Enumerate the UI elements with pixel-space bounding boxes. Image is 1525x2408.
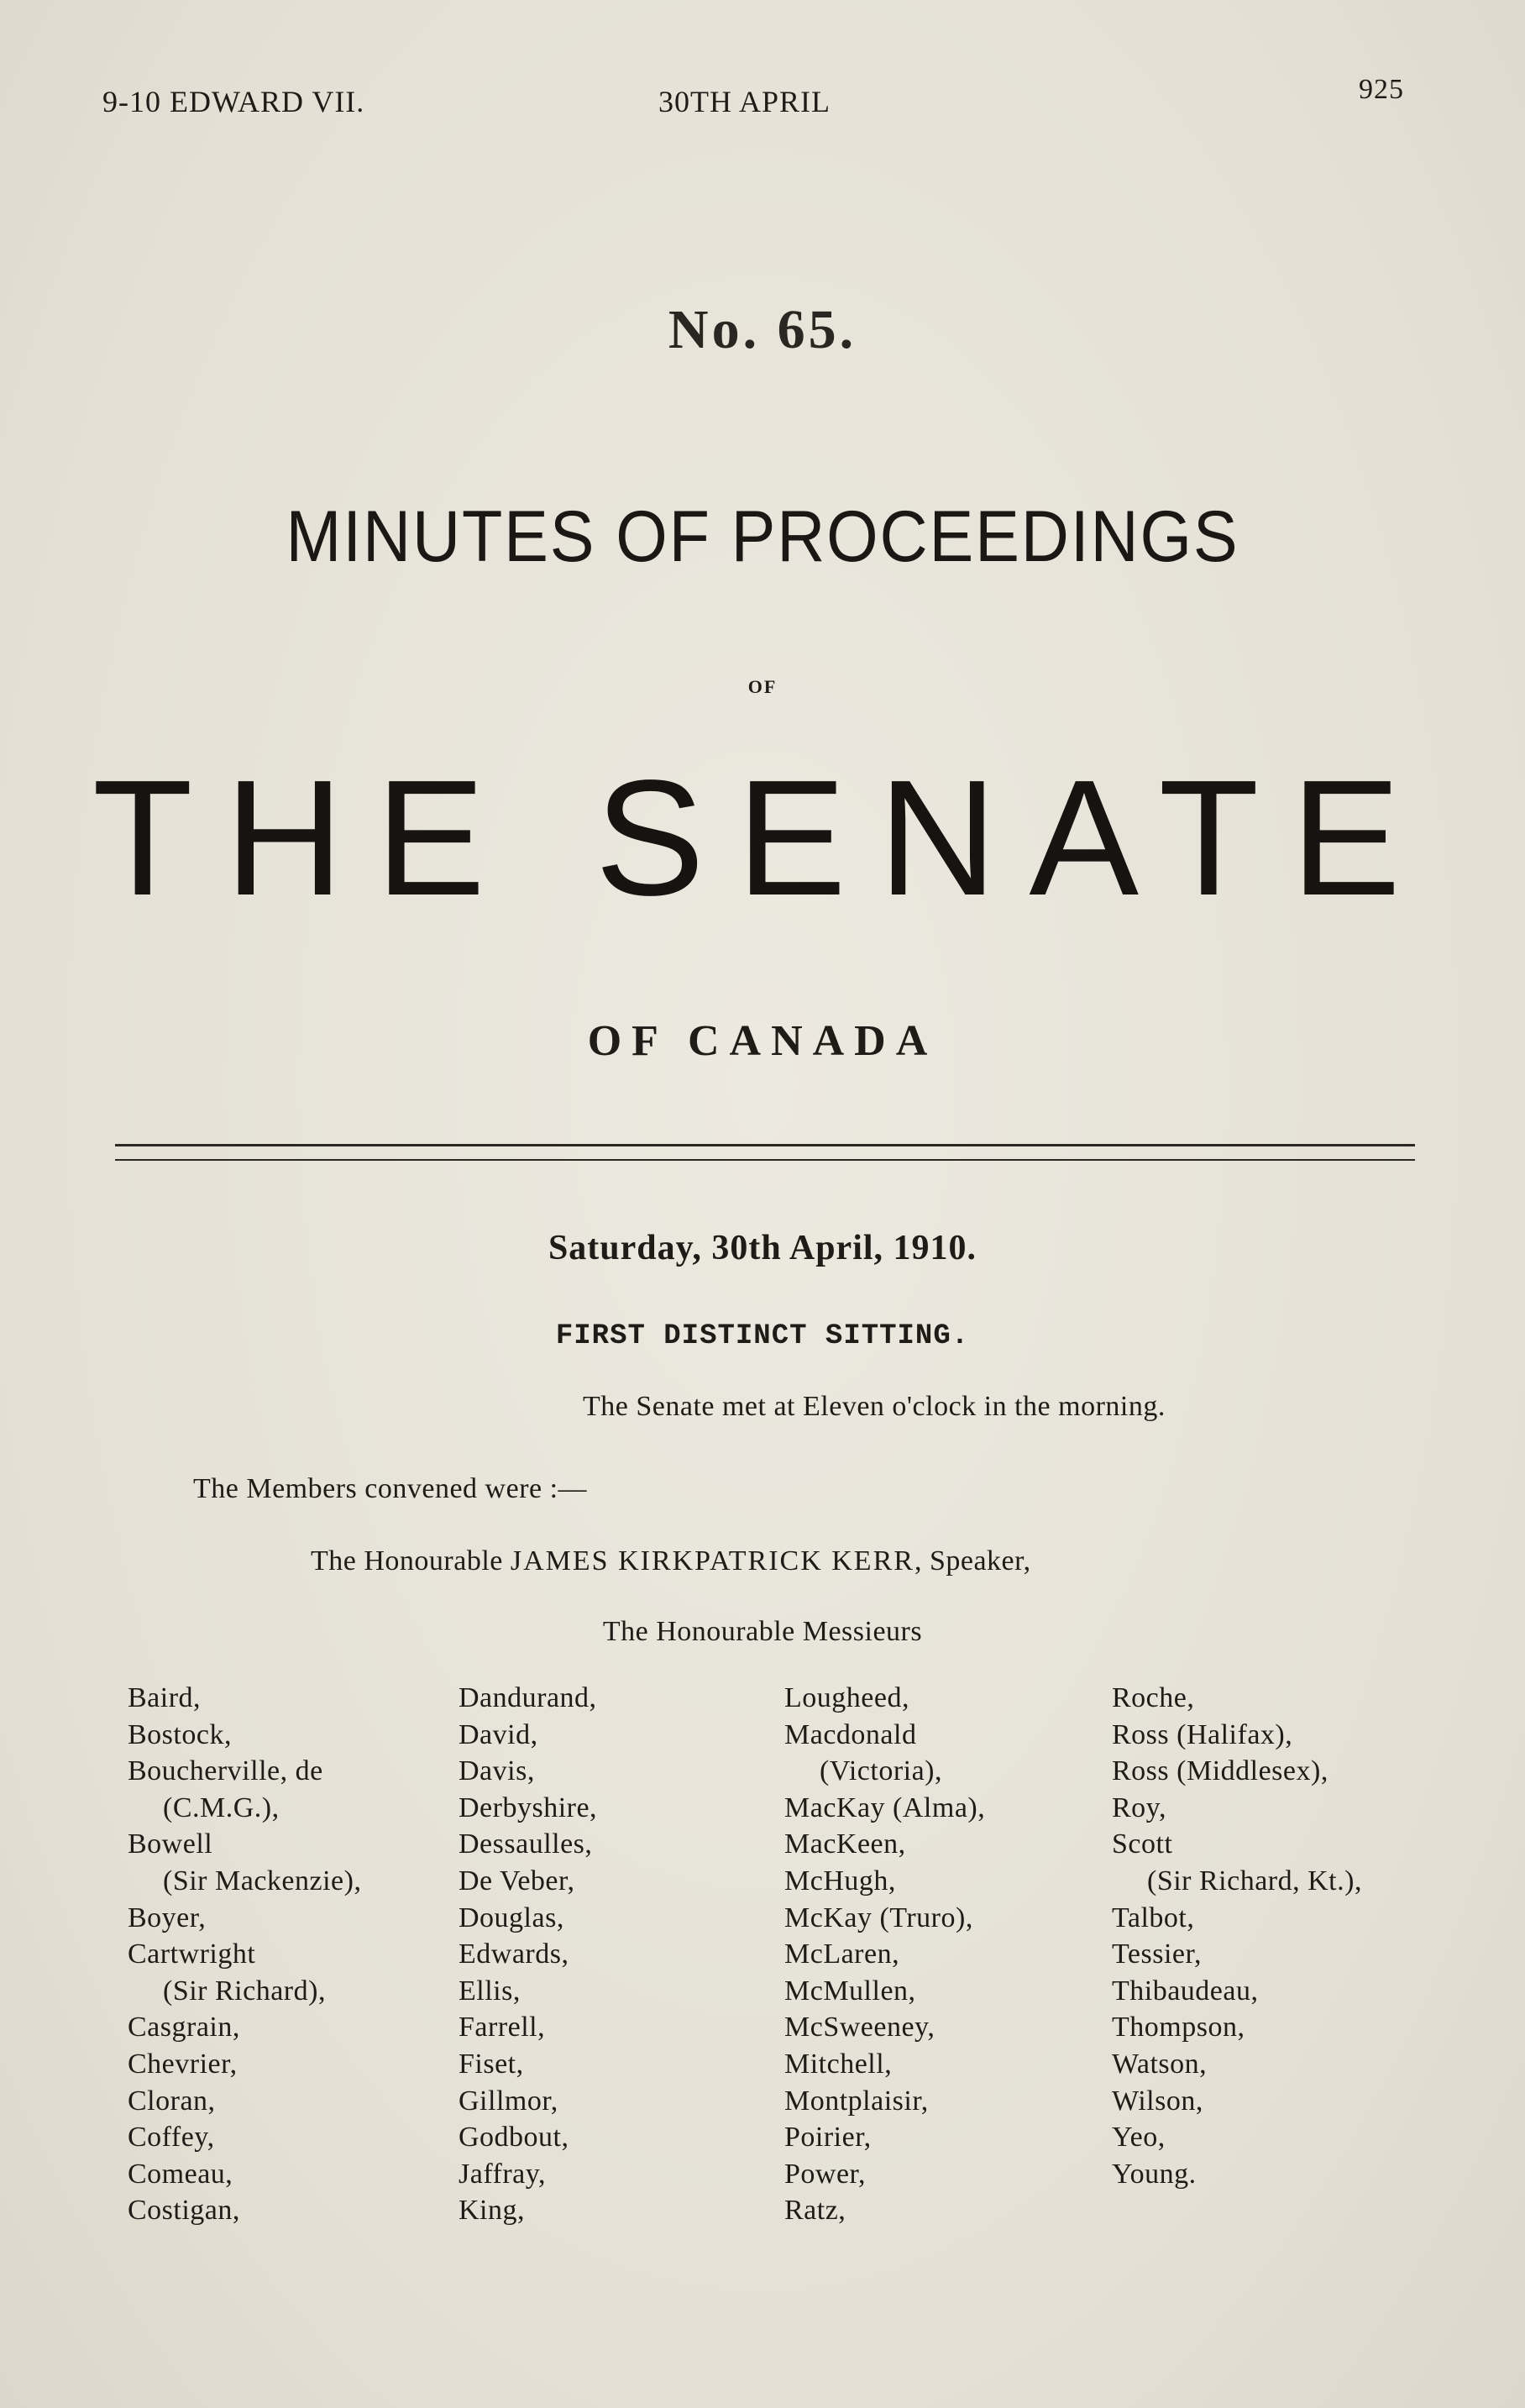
member-name: Gillmor, [459,2085,558,2117]
title-of: OF [747,676,778,697]
member-name: Fiset, [459,2048,524,2080]
member-name: Thibaudeau, [1112,1975,1259,2007]
member-name: Baird, [128,1682,202,1713]
member-name: McSweeney, [784,2012,935,2043]
member-name: Jaffray, [459,2158,547,2190]
member-name: Watson, [1112,2048,1208,2080]
running-head-date: 30TH APRIL [658,85,831,118]
member-name: Casgrain, [128,2012,240,2043]
member-name: Ratz, [784,2195,846,2227]
member-name: (Sir Mackenzie), [163,1865,362,1896]
member-name: Macdonald [784,1718,917,1750]
member-name: MacKay (Alma), [784,1792,986,1823]
member-name: Ross (Halifax), [1112,1718,1293,1750]
member-name: Poirier, [784,2122,872,2154]
meeting-time-line: The Senate met at Eleven o'clock in the morning. [583,1391,1166,1422]
member-name: Comeau, [128,2158,233,2190]
member-name: Thompson, [1112,2012,1245,2043]
member-name: Scott [1112,1828,1173,1860]
sitting-date: Saturday, 30th April, 1910. [548,1229,977,1267]
member-name: Power, [784,2158,867,2190]
member-name: (Sir Richard, Kt.), [1147,1865,1362,1896]
title-minutes-of-proceedings: MINUTES OF PROCEEDINGS [286,496,1239,577]
member-name: De Veber, [459,1865,575,1896]
member-name: Wilson, [1112,2085,1203,2117]
member-name: Edwards, [459,1938,569,1970]
member-name: (Victoria), [820,1755,942,1787]
sitting-heading: FIRST DISTINCT SITTING. [555,1320,970,1352]
member-name: (C.M.G.), [163,1792,280,1823]
members-convened-line: The Members convened were :— [193,1473,588,1504]
members-column-3 [784,1680,985,2229]
title-of-canada: OF CANADA [587,1017,938,1065]
member-name: Mitchell, [784,2048,893,2080]
member-name: Ellis, [459,1975,521,2007]
member-name: Chevrier, [128,2048,238,2080]
member-name: Davis, [459,1755,535,1787]
page-number: 925 [1359,74,1404,105]
member-name: Cloran, [128,2085,216,2117]
member-name: Young. [1112,2158,1197,2190]
member-name: Coffey, [128,2122,215,2154]
speaker-name: JAMES KIRKPATRICK KERR [510,1545,914,1576]
members-column-4 [1112,1680,1362,2192]
member-name: Boucherville, de [128,1755,323,1787]
divider-rule-bottom [115,1159,1415,1161]
member-name: Bowell [128,1828,213,1860]
running-head-left: 9-10 EDWARD VII. [102,85,365,118]
speaker-prefix: The Honourable [311,1545,511,1576]
member-name: Ross (Middlesex), [1112,1755,1328,1787]
members-column-1 [128,1680,361,2229]
member-name: McLaren, [784,1938,900,1970]
speaker-suffix: , Speaker, [914,1545,1031,1576]
member-name: Costigan, [128,2195,240,2227]
member-name: McMullen, [784,1975,916,2007]
member-name: (Sir Richard), [163,1975,326,2007]
member-name: Talbot, [1112,1902,1195,1933]
member-name: Derbyshire, [459,1792,598,1823]
members-column-2 [459,1680,597,2229]
member-name: Farrell, [459,2012,546,2043]
member-name: Godbout, [459,2122,569,2154]
member-name: Dandurand, [459,1682,597,1713]
member-name: Tessier, [1112,1938,1202,1970]
member-name: Roche, [1112,1682,1195,1713]
member-name: Dessaulles, [459,1828,593,1860]
member-name: Lougheed, [784,1682,909,1713]
member-name: McKay (Truro), [784,1902,973,1933]
issue-number: No. 65. [668,299,857,360]
member-name: Cartwright [128,1938,256,1970]
member-name: Roy, [1112,1792,1166,1823]
messieurs-line: The Honourable Messieurs [602,1616,923,1647]
member-name: Montplaisir, [784,2085,929,2117]
member-name: Bostock, [128,1718,232,1750]
divider-rule-top [115,1144,1415,1146]
member-name: Douglas, [459,1902,564,1933]
member-name: McHugh, [784,1865,896,1896]
member-name: Boyer, [128,1902,207,1933]
speaker-line [311,1545,1031,1577]
member-name: Yeo, [1112,2122,1166,2154]
title-the-senate: THE SENATE [92,746,1433,930]
member-name: MacKeen, [784,1828,906,1860]
member-name: David, [459,1718,538,1750]
member-name: King, [459,2195,525,2227]
